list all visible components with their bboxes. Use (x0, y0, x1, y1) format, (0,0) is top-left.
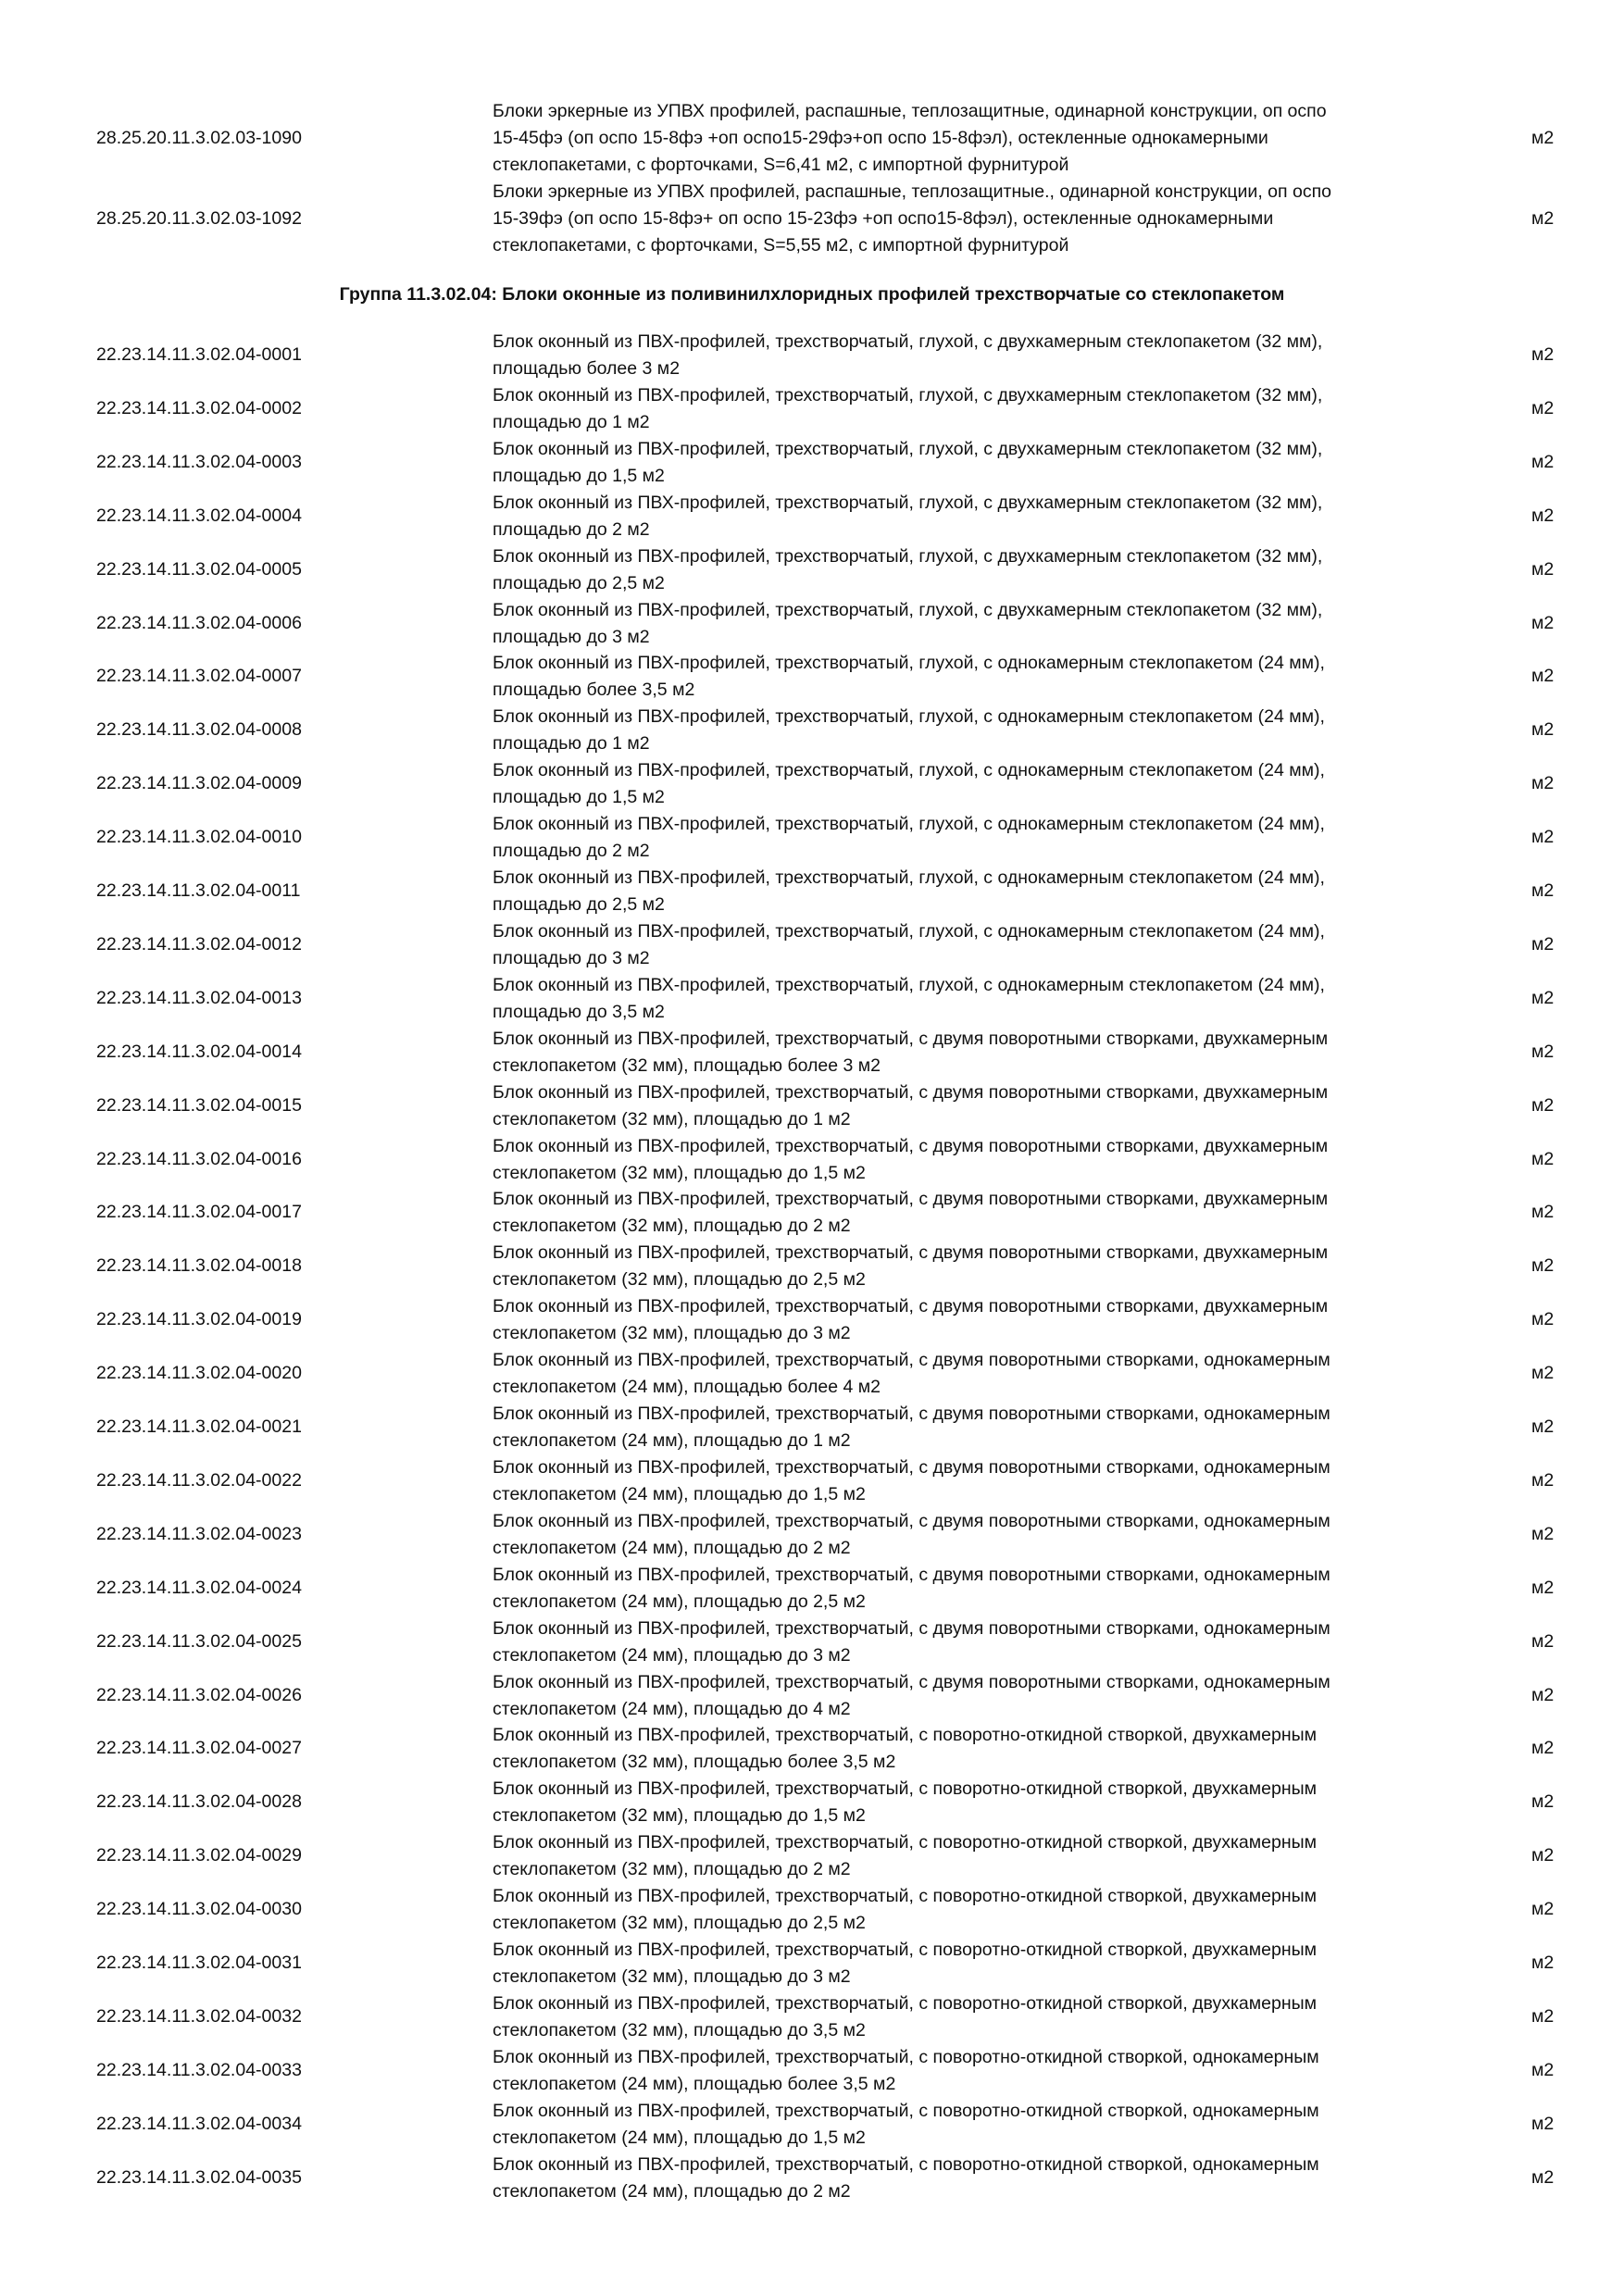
description-line: Блок оконный из ПВХ-профилей, трехстворчатый, с двумя поворотными створками, двухкамерным (493, 1081, 1329, 1103)
description-line: Блок оконный из ПВХ-профилей, трехстворчатый, с поворотно-откидной створкой, двухкамерным (493, 1778, 1318, 1800)
item-description (493, 865, 1474, 918)
description-line: стеклопакетом (32 мм), площадью до 2,5 м2 (493, 1913, 866, 1934)
description-line: Блок оконный из ПВХ-профилей, трехстворчатый, с двумя поворотными створками, однокамерным (493, 1510, 1330, 1531)
table-row (0, 2152, 1624, 2205)
item-code: 22.23.14.11.3.02.04-0004 (96, 505, 302, 526)
description-line: стеклопакетом (24 мм), площадью более 4 м2 (493, 1377, 881, 1398)
item-description (493, 490, 1474, 543)
description-line: Блок оконный из ПВХ-профилей, трехстворчатый, глухой, с двухкамерным стеклопакетом (32 мм), (493, 492, 1323, 513)
description-line: стеклопакетом (32 мм), площадью до 1,5 м2 (493, 1162, 866, 1183)
item-code: 22.23.14.11.3.02.04-0015 (96, 1094, 302, 1116)
description-line: Блок оконный из ПВХ-профилей, трехстворчатый, глухой, с однокамерным стеклопакетом (24 мм), (493, 867, 1325, 888)
description-line: площадью до 1 м2 (493, 411, 650, 432)
item-code: 22.23.14.11.3.02.04-0024 (96, 1577, 302, 1598)
description-line: 15-45фэ (оп оспо 15-8фэ +оп оспо15-29фэ+оп оспо 15-8фэл), остекленные однокамерными (493, 128, 1268, 148)
item-code: 22.23.14.11.3.02.04-0002 (96, 397, 302, 418)
description-line: стеклопакетом (24 мм), площадью до 2 м2 (493, 2180, 851, 2202)
description-line: стеклопакетом (32 мм), площадью до 2 м2 (493, 1216, 851, 1237)
item-description (493, 2044, 1474, 2098)
description-line: стеклопакетами, с форточками, S=6,41 м2, с импортной фурнитурой (493, 155, 1069, 175)
item-unit: м2 (1531, 208, 1555, 229)
table-row (0, 2044, 1624, 2098)
item-description (493, 918, 1474, 972)
table-row (0, 1186, 1624, 1240)
item-code: 22.23.14.11.3.02.04-0018 (96, 1255, 302, 1277)
description-line: Блок оконный из ПВХ-профилей, трехстворчатый, с поворотно-откидной створкой, двухкамерным (493, 1992, 1318, 2014)
description-line: Блок оконный из ПВХ-профилей, трехстворчатый, глухой, с двухкамерным стеклопакетом (32 мм), (493, 438, 1323, 459)
description-line: Блок оконный из ПВХ-профилей, трехстворчатый, с двумя поворотными створками, однокамерным (493, 1564, 1330, 1585)
description-line: стеклопакетом (32 мм), площадью до 2,5 м2 (493, 1269, 866, 1291)
table-row (0, 179, 1624, 259)
description-line: площадью более 3,5 м2 (493, 680, 695, 701)
table-row (0, 1293, 1624, 1347)
table-row (0, 1079, 1624, 1133)
table-row (0, 543, 1624, 597)
item-description (493, 1186, 1474, 1240)
item-code: 22.23.14.11.3.02.04-0023 (96, 1523, 302, 1544)
item-code: 22.23.14.11.3.02.04-0016 (96, 1148, 302, 1169)
item-unit: м2 (1531, 1363, 1555, 1384)
table-row (0, 1776, 1624, 1829)
item-unit: м2 (1531, 1791, 1555, 1813)
table-row (0, 382, 1624, 436)
table-row (0, 98, 1624, 179)
item-unit: м2 (1531, 128, 1555, 148)
description-line: стеклопакетами, с форточками, S=5,55 м2, с импортной фурнитурой (493, 235, 1069, 256)
item-unit: м2 (1531, 1577, 1555, 1598)
description-line: стеклопакетом (32 мм), площадью до 3 м2 (493, 1966, 851, 1987)
item-description (493, 1133, 1474, 1187)
item-code: 22.23.14.11.3.02.04-0032 (96, 2005, 302, 2027)
description-line: стеклопакетом (24 мм), площадью до 1,5 м2 (493, 2127, 866, 2148)
table-row (0, 490, 1624, 543)
item-unit: м2 (1531, 1845, 1555, 1866)
description-line: Блок оконный из ПВХ-профилей, трехстворчатый, с двумя поворотными створками, двухкамерным (493, 1189, 1329, 1210)
description-line: Блоки эркерные из УПВХ профилей, распашные, теплозащитные, одинарной конструкции, оп оспо (493, 101, 1327, 121)
item-unit: м2 (1531, 1202, 1555, 1223)
item-code: 28.25.20.11.3.02.03-1090 (96, 128, 302, 148)
item-description (493, 757, 1474, 811)
group-heading: Группа 11.3.02.04: Блоки оконные из поливинилхлоридных профилей трехстворчатые со стеклопакетом (339, 284, 1285, 305)
description-line: стеклопакетом (24 мм), площадью более 3,5 м2 (493, 2073, 896, 2094)
item-unit: м2 (1531, 1255, 1555, 1277)
description-line: стеклопакетом (24 мм), площадью до 4 м2 (493, 1698, 851, 1719)
item-unit: м2 (1531, 1416, 1555, 1437)
description-line: Блок оконный из ПВХ-профилей, трехстворчатый, с двумя поворотными створками, однокамерным (493, 1456, 1330, 1478)
item-code: 22.23.14.11.3.02.04-0013 (96, 987, 302, 1008)
description-line: Блок оконный из ПВХ-профилей, трехстворчатый, глухой, с двухкамерным стеклопакетом (32 мм), (493, 545, 1323, 567)
description-line: Блок оконный из ПВХ-профилей, трехстворчатый, глухой, с однокамерным стеклопакетом (24 мм), (493, 706, 1325, 728)
item-description (493, 1722, 1474, 1776)
item-unit: м2 (1531, 987, 1555, 1008)
table-row (0, 1616, 1624, 1669)
item-code: 22.23.14.11.3.02.04-0014 (96, 1041, 302, 1062)
item-description (493, 1562, 1474, 1616)
item-code: 22.23.14.11.3.02.04-0022 (96, 1469, 302, 1491)
table-row (0, 918, 1624, 972)
item-code: 22.23.14.11.3.02.04-0020 (96, 1363, 302, 1384)
description-line: Блок оконный из ПВХ-профилей, трехстворчатый, глухой, с однокамерным стеклопакетом (24 мм), (493, 920, 1325, 942)
description-line: Блок оконный из ПВХ-профилей, трехстворчатый, глухой, с однокамерным стеклопакетом (24 мм), (493, 814, 1325, 835)
item-description (493, 1454, 1474, 1508)
description-line: площадью до 3 м2 (493, 947, 650, 968)
item-description (493, 1347, 1474, 1401)
description-line: Блок оконный из ПВХ-профилей, трехстворчатый, с двумя поворотными створками, двухкамерным (493, 1028, 1329, 1049)
item-unit: м2 (1531, 933, 1555, 955)
table-row (0, 1937, 1624, 1990)
description-line: Блок оконный из ПВХ-профилей, трехстворчатый, глухой, с двухкамерным стеклопакетом (32 мм), (493, 599, 1323, 620)
table-row (0, 436, 1624, 490)
description-line: площадью до 2,5 м2 (493, 894, 665, 915)
item-description (493, 704, 1474, 757)
item-unit: м2 (1531, 1469, 1555, 1491)
item-code: 22.23.14.11.3.02.04-0001 (96, 344, 302, 365)
table-row (0, 1026, 1624, 1079)
item-description (493, 1026, 1474, 1079)
item-description (493, 972, 1474, 1026)
item-unit: м2 (1531, 1684, 1555, 1705)
item-unit: м2 (1531, 880, 1555, 901)
item-description (493, 650, 1474, 704)
description-line: Блок оконный из ПВХ-профилей, трехстворчатый, с двумя поворотными створками, однокамерным (493, 1617, 1330, 1639)
item-unit: м2 (1531, 344, 1555, 365)
table-row (0, 865, 1624, 918)
item-unit: м2 (1531, 773, 1555, 794)
item-code: 22.23.14.11.3.02.04-0017 (96, 1202, 302, 1223)
item-code: 22.23.14.11.3.02.04-0026 (96, 1684, 302, 1705)
item-unit: м2 (1531, 719, 1555, 741)
description-line: Блок оконный из ПВХ-профилей, трехстворчатый, с поворотно-откидной створкой, двухкамерным (493, 1725, 1318, 1746)
item-description (493, 543, 1474, 597)
item-unit: м2 (1531, 1094, 1555, 1116)
description-line: Блок оконный из ПВХ-профилей, трехстворчатый, с поворотно-откидной створкой, однокамерным (493, 2100, 1319, 2121)
item-unit: м2 (1531, 1630, 1555, 1652)
item-code: 22.23.14.11.3.02.04-0033 (96, 2059, 302, 2080)
item-unit: м2 (1531, 666, 1555, 687)
item-unit: м2 (1531, 1738, 1555, 1759)
item-description (493, 436, 1474, 490)
table-row (0, 1347, 1624, 1401)
item-description (493, 1240, 1474, 1293)
item-code: 22.23.14.11.3.02.04-0011 (96, 880, 301, 901)
item-code: 22.23.14.11.3.02.04-0006 (96, 612, 302, 633)
table-row (0, 1508, 1624, 1562)
item-unit: м2 (1531, 558, 1555, 580)
item-unit: м2 (1531, 1523, 1555, 1544)
description-line: Блок оконный из ПВХ-профилей, трехстворчатый, с двумя поворотными створками, двухкамерным (493, 1135, 1329, 1156)
item-description (493, 329, 1474, 382)
description-line: Блок оконный из ПВХ-профилей, трехстворчатый, глухой, с двухкамерным стеклопакетом (32 мм), (493, 384, 1323, 406)
item-code: 22.23.14.11.3.02.04-0019 (96, 1309, 302, 1330)
item-code: 22.23.14.11.3.02.04-0008 (96, 719, 302, 741)
table-row (0, 1240, 1624, 1293)
item-code: 22.23.14.11.3.02.04-0025 (96, 1630, 302, 1652)
item-unit: м2 (1531, 1953, 1555, 1973)
item-description (493, 1776, 1474, 1829)
item-code: 22.23.14.11.3.02.04-0012 (96, 933, 302, 955)
item-description (493, 811, 1474, 865)
description-line: Блок оконный из ПВХ-профилей, трехстворчатый, с двумя поворотными створками, однокамерным (493, 1404, 1330, 1424)
item-code: 22.23.14.11.3.02.04-0030 (96, 1899, 302, 1920)
description-line: Блок оконный из ПВХ-профилей, трехстворчатый, с поворотно-откидной створкой, двухкамерным (493, 1940, 1318, 1960)
description-line: Блок оконный из ПВХ-профилей, трехстворчатый, глухой, с однокамерным стеклопакетом (24 мм), (493, 974, 1325, 995)
table-row (0, 2098, 1624, 2152)
item-code: 22.23.14.11.3.02.04-0029 (96, 1845, 302, 1866)
item-description (493, 1079, 1474, 1133)
description-line: 15-39фэ (оп оспо 15-8фэ+ оп оспо 15-23фэ +оп оспо15-8фэл), остекленные однокамерными (493, 208, 1274, 229)
item-code: 22.23.14.11.3.02.04-0007 (96, 666, 302, 687)
item-description (493, 1990, 1474, 2044)
description-line: стеклопакетом (32 мм), площадью более 3 м2 (493, 1054, 881, 1076)
item-description (493, 1401, 1474, 1454)
table-row (0, 1562, 1624, 1616)
description-line: Блок оконный из ПВХ-профилей, трехстворчатый, глухой, с однокамерным стеклопакетом (24 мм), (493, 760, 1325, 781)
description-line: Блок оконный из ПВХ-профилей, трехстворчатый, с двумя поворотными створками, однокамерным (493, 1671, 1330, 1692)
description-line: площадью до 1,5 м2 (493, 465, 665, 486)
item-unit: м2 (1531, 397, 1555, 418)
table-row (0, 650, 1624, 704)
table-row (0, 1401, 1624, 1454)
description-line: стеклопакетом (24 мм), площадью до 2,5 м2 (493, 1591, 866, 1612)
table-row (0, 972, 1624, 1026)
description-line: стеклопакетом (32 мм), площадью до 1,5 м2 (493, 1805, 866, 1827)
description-line: стеклопакетом (24 мм), площадью до 3 м2 (493, 1644, 851, 1666)
item-description (493, 382, 1474, 436)
item-unit: м2 (1531, 1309, 1555, 1330)
item-description (493, 2098, 1474, 2152)
item-description (493, 98, 1474, 179)
description-line: Блок оконный из ПВХ-профилей, трехстворчатый, глухой, с двухкамерным стеклопакетом (32 мм), (493, 331, 1323, 352)
description-line: стеклопакетом (24 мм), площадью до 1 м2 (493, 1430, 851, 1451)
item-description (493, 1293, 1474, 1347)
description-line: стеклопакетом (32 мм), площадью до 3,5 м2 (493, 2019, 866, 2040)
description-line: стеклопакетом (32 мм), площадью до 3 м2 (493, 1323, 851, 1344)
description-line: площадью до 1,5 м2 (493, 787, 665, 808)
item-description (493, 2152, 1474, 2205)
description-line: Блоки эркерные из УПВХ профилей, распашные, теплозащитные., одинарной конструкции, оп оспо (493, 181, 1331, 202)
item-code: 22.23.14.11.3.02.04-0034 (96, 2113, 302, 2134)
item-code: 22.23.14.11.3.02.04-0027 (96, 1738, 302, 1759)
item-code: 28.25.20.11.3.02.03-1092 (96, 208, 302, 229)
item-unit: м2 (1531, 2166, 1555, 2188)
item-code: 22.23.14.11.3.02.04-0003 (96, 451, 302, 472)
item-code: 22.23.14.11.3.02.04-0009 (96, 773, 302, 794)
item-unit: м2 (1531, 2113, 1555, 2134)
description-line: Блок оконный из ПВХ-профилей, трехстворчатый, с поворотно-откидной створкой, двухкамерным (493, 1832, 1318, 1853)
table-row (0, 1829, 1624, 1883)
table-row (0, 1883, 1624, 1937)
table-row (0, 1454, 1624, 1508)
table-row (0, 1722, 1624, 1776)
item-code: 22.23.14.11.3.02.04-0010 (96, 827, 302, 848)
table-row (0, 1990, 1624, 2044)
item-unit: м2 (1531, 1041, 1555, 1062)
table-row (0, 329, 1624, 382)
description-line: Блок оконный из ПВХ-профилей, трехстворчатый, с двумя поворотными створками, однокамерным (493, 1350, 1330, 1371)
item-description (493, 597, 1474, 651)
description-line: площадью до 3,5 м2 (493, 1001, 665, 1022)
item-code: 22.23.14.11.3.02.04-0028 (96, 1791, 302, 1813)
item-description (493, 1883, 1474, 1937)
item-code: 22.23.14.11.3.02.04-0005 (96, 558, 302, 580)
item-unit: м2 (1531, 2005, 1555, 2027)
description-line: площадью до 2 м2 (493, 841, 650, 862)
description-line: Блок оконный из ПВХ-профилей, трехстворчатый, с двумя поворотными створками, двухкамерным (493, 1242, 1329, 1264)
description-line: Блок оконный из ПВХ-профилей, трехстворчатый, с двумя поворотными створками, двухкамерным (493, 1296, 1329, 1317)
description-line: стеклопакетом (32 мм), площадью до 2 м2 (493, 1859, 851, 1880)
description-line: стеклопакетом (24 мм), площадью до 1,5 м2 (493, 1483, 866, 1504)
table-row (0, 1133, 1624, 1187)
table-row (0, 757, 1624, 811)
item-code: 22.23.14.11.3.02.04-0035 (96, 2166, 302, 2188)
description-line: Блок оконный из ПВХ-профилей, трехстворчатый, глухой, с однокамерным стеклопакетом (24 мм), (493, 653, 1325, 674)
item-code: 22.23.14.11.3.02.04-0021 (96, 1416, 302, 1437)
item-unit: м2 (1531, 505, 1555, 526)
item-description (493, 1508, 1474, 1562)
description-line: Блок оконный из ПВХ-профилей, трехстворчатый, с поворотно-откидной створкой, однокамерным (493, 2153, 1319, 2175)
description-line: стеклопакетом (24 мм), площадью до 2 м2 (493, 1537, 851, 1558)
description-line: стеклопакетом (32 мм), площадью более 3,5 м2 (493, 1752, 896, 1773)
description-line: стеклопакетом (32 мм), площадью до 1 м2 (493, 1108, 851, 1129)
description-line: площадью до 2,5 м2 (493, 572, 665, 593)
item-description (493, 1937, 1474, 1990)
table-row (0, 704, 1624, 757)
table-row (0, 1669, 1624, 1723)
item-description (493, 1616, 1474, 1669)
description-line: Блок оконный из ПВХ-профилей, трехстворчатый, с поворотно-откидной створкой, однокамерным (493, 2046, 1319, 2067)
item-unit: м2 (1531, 1148, 1555, 1169)
table-row (0, 811, 1624, 865)
item-unit: м2 (1531, 1899, 1555, 1920)
item-unit: м2 (1531, 451, 1555, 472)
item-description (493, 1829, 1474, 1883)
description-line: площадью более 3 м2 (493, 358, 681, 379)
description-line: площадью до 3 м2 (493, 626, 650, 647)
item-unit: м2 (1531, 827, 1555, 848)
item-description (493, 179, 1474, 259)
item-description (493, 1669, 1474, 1723)
item-code: 22.23.14.11.3.02.04-0031 (96, 1953, 302, 1973)
item-unit: м2 (1531, 2059, 1555, 2080)
table-row (0, 597, 1624, 651)
description-line: Блок оконный из ПВХ-профилей, трехстворчатый, с поворотно-откидной створкой, двухкамерным (493, 1886, 1318, 1907)
description-line: площадью до 1 м2 (493, 733, 650, 755)
item-unit: м2 (1531, 612, 1555, 633)
description-line: площадью до 2 м2 (493, 518, 650, 540)
